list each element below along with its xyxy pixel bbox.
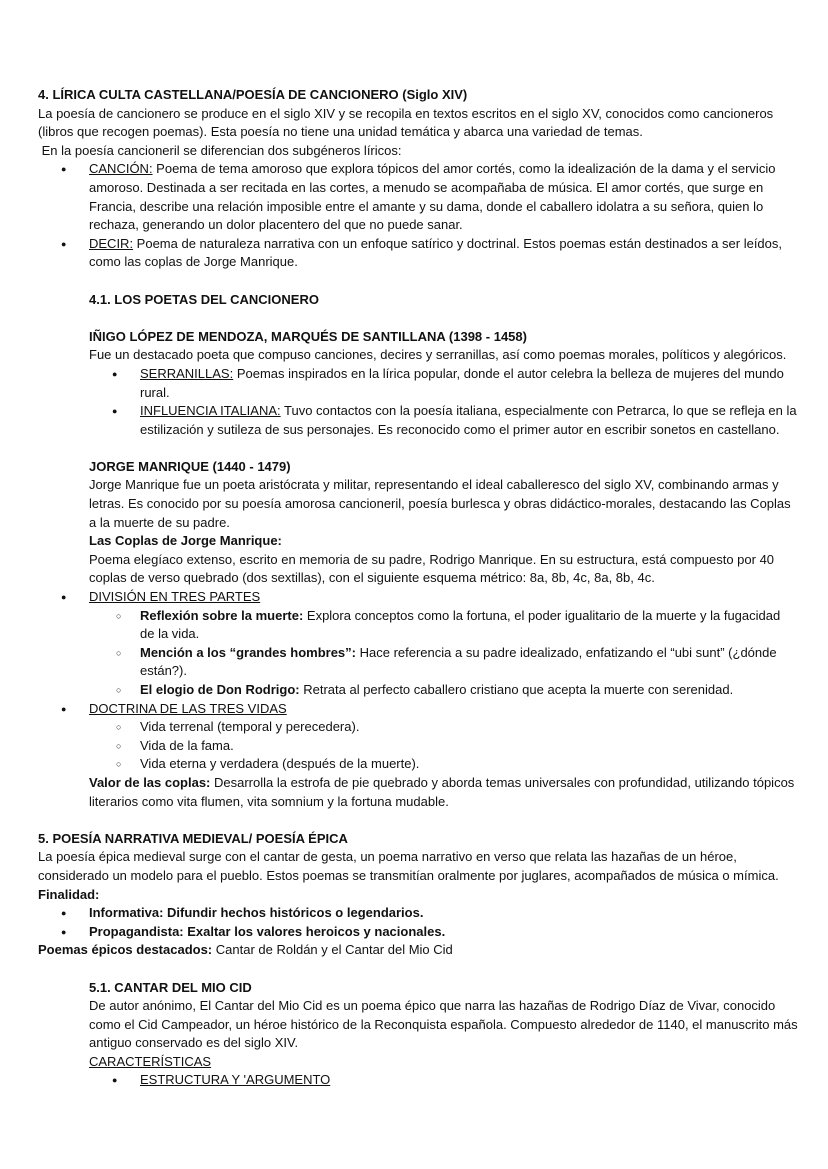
list-item [38, 235, 798, 272]
santillana-title: IÑIGO LÓPEZ DE MENDOZA, MARQUÉS DE SANTILLANA (1398 - 1458) [89, 328, 527, 344]
santillana-text: Fue un destacado poeta que compuso canciones, decires y serranillas, así como poemas morales, políticos y alegóricos. [89, 347, 787, 363]
section-5-1-title: 5.1. CANTAR DEL MIO CID [89, 979, 252, 995]
list-item: ○ Vida terrenal (temporal y perecedera). [38, 718, 798, 737]
coplas-list [38, 588, 798, 774]
list-item: ● Informativa: Difundir hechos históricos o legendarios. [38, 904, 798, 923]
manrique-title: JORGE MANRIQUE (1440 - 1479) [89, 458, 291, 474]
list-item [38, 681, 798, 700]
manrique-text: Jorge Manrique fue un poeta aristócrata y militar, representando el ideal caballeresco del siglo XV, combinando armas y letras. Es conocido por su poesía amorosa cancioneril, poesía burlesca y obras didáctico-morales, destacando las Coplas a la muerte de su padre. [89, 477, 791, 530]
term: Mención a los “grandes hombres”: [140, 644, 356, 660]
subgenre-list [38, 160, 798, 272]
section-4-1-title: 4.1. LOS POETAS DEL CANCIONERO [89, 291, 319, 307]
caracteristicas-heading: CARACTERÍSTICAS [89, 1053, 212, 1069]
term: Finalidad: [38, 886, 100, 902]
santillana-list [38, 365, 798, 439]
valor-coplas [38, 774, 798, 811]
section-5-1 [38, 979, 798, 1072]
list-item: ○ Vida de la fama. [38, 737, 798, 756]
list-item [89, 1071, 798, 1090]
coplas-title: Las Coplas de Jorge Manrique: [89, 533, 282, 549]
description: Poema de naturaleza narrativa con un enfoque satírico y doctrinal. Estos poemas están destinados a ser leídos, como las coplas de Jorge Manrique. [89, 235, 782, 270]
term: Poemas épicos destacados: [38, 942, 213, 958]
description: Hace referencia a su padre idealizado, enfatizando el “ubi sunt” (¿dónde están?). [140, 644, 777, 679]
term: DIVISIÓN EN TRES PARTES [89, 589, 261, 605]
list-item [38, 700, 798, 719]
term: Reflexión sobre la muerte: [140, 607, 304, 623]
section-4-intro: La poesía de cancionero se produce en el siglo XIV y se recopila en textos escritos en el siglo XV, conocidos como cancioneros (libros que recogen poemas). Esta poesía no tiene una unidad temática y abarca una variedad de temas. [38, 105, 774, 140]
list-item [38, 607, 798, 644]
term: El elogio de Don Rodrigo: [140, 682, 300, 697]
description: La poesía épica medieval surge con el cantar de gesta, un poema narrativo en verso que relata las hazañas de un héroe, considerado un modelo para el pueblo. Estos poemas se transmitían oralmente por juglares, acompañados de música o mímica. [38, 849, 779, 883]
list-item: ○ Vida eterna y verdadera (después de la muerte). [38, 755, 798, 774]
destacados [38, 941, 798, 960]
finalidad-list [38, 904, 798, 941]
description: Retrata al perfecto caballero cristiano que acepta la muerte con serenidad. [299, 682, 734, 697]
section-5-1-text: De autor anónimo, El Cantar del Mio Cid es un poema épico que narra las hazañas de Rodrigo Díaz de Vivar, conocido como el Cid Campeador, un héroe histórico de la Reconquista española. Compuesto alrededor de 1140, el manuscrito más antiguo conservado es del siglo XIV. [89, 998, 798, 1051]
description: Poemas inspirados en la lírica popular, donde el autor celebra la belleza de mujeres del mundo rural. [140, 365, 784, 400]
term: Valor de las coplas: [89, 774, 211, 790]
description: Poema de tema amoroso que explora tópicos del amor cortés, como la idealización de la dama y el servicio amoroso. Destinada a ser recitada en las cortes, a menudo se acompañaba de música. El amor cortés, que surge en Francia, describe una relación imposible entre el amante y su dama, donde el caballero idolatra a su señora, quien lo rechaza, generando un dolor placentero del que no puede sanar. [89, 161, 776, 233]
section-5-text [38, 848, 798, 904]
section-5-title: 5. POESÍA NARRATIVA MEDIEVAL/ POESÍA ÉPICA [38, 830, 348, 846]
description: Cantar de Roldán y el Cantar del Mio Cid [212, 942, 453, 958]
term: INFLUENCIA ITALIANA: [140, 403, 281, 419]
list-item [38, 644, 798, 681]
description: Explora conceptos como la fortuna, el poder igualitario de la muerte y la fugacidad de la vida. [140, 607, 781, 642]
section-4-title: 4. LÍRICA CULTA CASTELLANA/POESÍA DE CANCIONERO (Siglo XIV) [38, 87, 468, 102]
caracteristicas-list [38, 1071, 798, 1090]
list-item [38, 160, 798, 234]
description: Desarrolla la estrofa de pie quebrado y aborda temas universales con profundidad, utilizando tópicos literarios como vita flumen, vita somnium y la fortuna mudable. [89, 774, 795, 809]
list-item [38, 588, 798, 607]
term: SERRANILLAS: [140, 365, 234, 381]
section-4-1 [38, 291, 798, 365]
term: CANCIÓN: [89, 161, 153, 177]
manrique-section [38, 458, 798, 588]
list-item [89, 365, 798, 402]
term: DECIR: [89, 235, 134, 251]
section-4-intro-2: En la poesía cancioneril se diferencian dos subgéneros líricos: [38, 142, 402, 158]
coplas-text: Poema elegíaco extenso, escrito en memoria de su padre, Rodrigo Manrique. En su estructura, está compuesto por 40 coplas de verso quebrado (dos sextillas), con el siguiente esquema métrico: 8a, 8b, 4c, 8a, 8b, 4c. [89, 551, 775, 586]
list-item: ● Propagandista: Exaltar los valores heroicos y nacionales. [38, 923, 798, 942]
term: DOCTRINA DE LAS TRES VIDAS [89, 700, 287, 716]
term: ESTRUCTURA Y 'ARGUMENTO [140, 1072, 331, 1088]
list-item [89, 402, 798, 439]
description: Tuvo contactos con la poesía italiana, especialmente con Petrarca, lo que se refleja en la estilización y sutileza de sus personajes. Es reconocido como el primer autor en escribir sonetos en castellano. [140, 403, 797, 437]
